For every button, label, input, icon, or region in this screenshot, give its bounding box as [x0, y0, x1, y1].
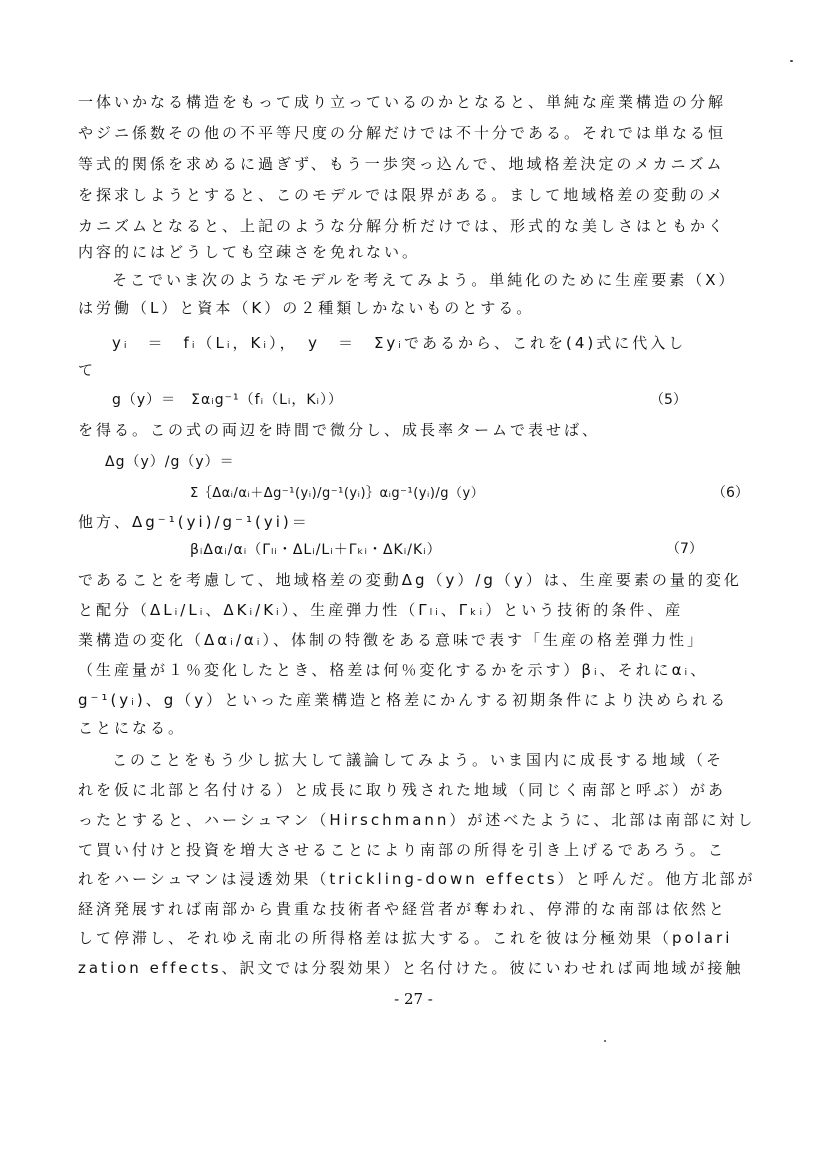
text-line: を得る。この式の両辺を時間で微分し、成長率タームで表せば、: [78, 421, 601, 439]
text-line: 業構造の変化（Δαᵢ/αᵢ）、体制の特徴をある意味で表す「生産の格差弾力性」: [78, 631, 705, 649]
equation-number-5: （5）: [650, 392, 687, 408]
text-line: は労働（L）と資本（K）の２種類しかないものとする。: [78, 299, 535, 317]
text-line: このことをもう少し拡大して議論してみよう。いま国内に成長する地域（そ: [112, 751, 725, 769]
equation-7: βᵢΔαᵢ/αᵢ（Γₗᵢ・ΔLᵢ/Lᵢ＋Γₖᵢ・ΔKᵢ/Kᵢ）: [190, 542, 442, 558]
text-line: 内容的にはどうしても空疎さを免れない。: [78, 243, 421, 261]
text-line: て買い付けと投資を増大させることにより南部の所得を引き上げるであろう。こ: [78, 841, 726, 859]
text-line: を探求しようとすると、このモデルでは限界がある。まして地域格差の変動のメ: [78, 186, 726, 204]
text-line: ことになる。: [78, 719, 187, 737]
text-line: て: [78, 361, 97, 379]
scan-speck: [790, 60, 793, 62]
text-line: 他方、Δg⁻¹(yi)/g⁻¹(yi)＝: [78, 513, 310, 531]
text-line: 経済発展すれば南部から貴重な技術者や経営者が奪われ、停滞的な南部は依然と: [78, 900, 727, 918]
equation-number-7: （7）: [666, 541, 703, 557]
text-line: れをハーシュマンは浸透効果（trickling-down effects）と呼んだ。他方北部が: [78, 870, 756, 888]
equation-5: g（y）＝ Σαᵢg⁻¹（fᵢ（Lᵢ，Kᵢ））: [112, 392, 344, 408]
text-line: yᵢ ＝ fᵢ（Lᵢ，Kᵢ）， y ＝ Σyᵢであるから、これを(4)式に代入し: [112, 334, 687, 352]
equation-6-rhs: Σ｛Δαᵢ/αᵢ＋Δg⁻¹(yᵢ)/g⁻¹(yᵢ)｝αᵢg⁻¹(yᵢ)/g（y）: [190, 486, 485, 501]
equation-6-lhs: Δg（y）/g（y）＝: [105, 454, 235, 470]
text-line: zation effects、訳文では分裂効果）と名付けた。彼にいわせれば両地域が接触: [78, 959, 744, 977]
text-line: 一体いかなる構造をもって成り立っているのかとなると、単純な産業構造の分解: [78, 93, 727, 111]
text-line: して停滞し、それゆえ南北の所得格差は拡大する。これを彼は分極効果（polari: [78, 929, 733, 947]
text-line: そこでいま次のようなモデルを考えてみよう。単純化のために生産要素（X）: [112, 271, 737, 289]
text-line: れを仮に北部と名付ける）と成長に取り残された地域（同じく南部と呼ぶ）があ: [78, 781, 727, 799]
text-line: ったとすると、ハーシュマン（Hirschmann）が述べたように、北部は南部に対し: [78, 811, 756, 829]
text-line: （生産量が１％変化したとき、格差は何％変化するかを示す）βᵢ、それにαᵢ、: [78, 661, 709, 679]
scan-speck: [604, 1040, 606, 1042]
text-line: であることを考慮して、地域格差の変動Δg（y）/g（y）は、生産要素の量的変化: [78, 571, 742, 589]
text-line: g⁻¹(yᵢ)、g（y）といった産業構造と格差にかんする初期条件により決められる: [78, 691, 729, 709]
text-line: 等式的関係を求めるに過ぎず、もう一歩突っ込んで、地域格差決定のメカニズム: [78, 155, 725, 173]
text-line: と配分（ΔLᵢ/Lᵢ、ΔKᵢ/Kᵢ）、生産弾力性（Γₗᵢ、Γₖᵢ）という技術的条件、産: [78, 601, 684, 619]
text-line: カニズムとなると、上記のような分解分析だけでは、形式的な美しさはともかく: [78, 217, 727, 235]
page-number: - 27 -: [394, 990, 433, 1008]
text-line: やジニ係数その他の不平等尺度の分解だけでは不十分である。それでは単なる恒: [78, 124, 727, 142]
equation-number-6: （6）: [712, 485, 749, 501]
